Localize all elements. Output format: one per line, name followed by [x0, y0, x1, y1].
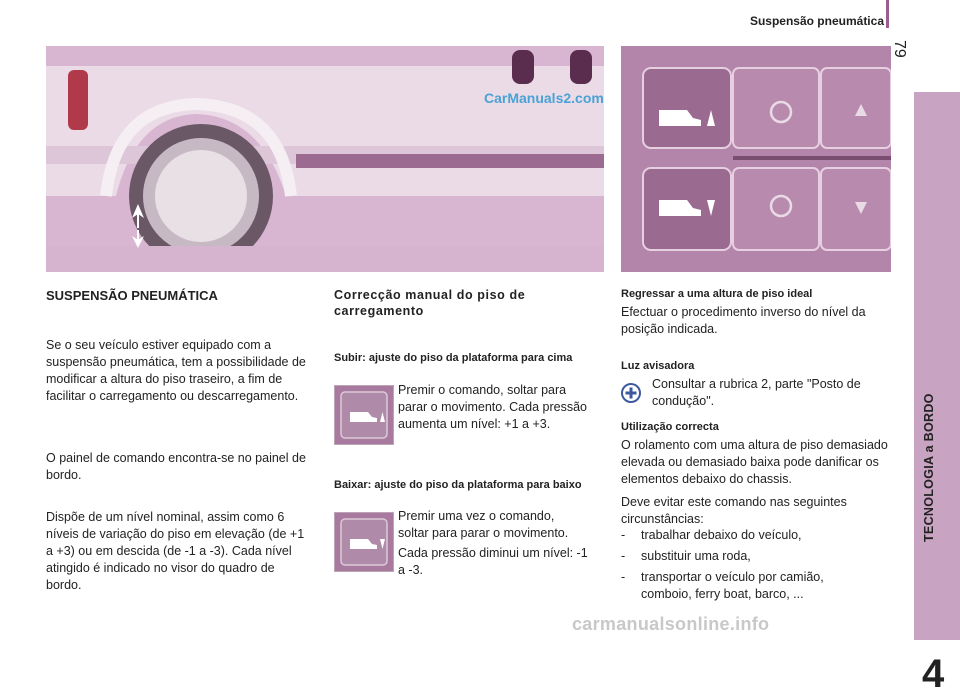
- lower-heading: Baixar: ajuste do piso da plataforma para baixo: [334, 479, 582, 491]
- left-column: [46, 287, 316, 304]
- vehicle-rear-wheel-illustration: [46, 46, 604, 272]
- return-heading: Regressar a uma altura de piso ideal: [621, 288, 813, 300]
- panel-location-paragraph: O painel de comando encontra-se no painel de bordo.: [46, 451, 306, 482]
- chapter-number: 4: [922, 652, 945, 696]
- raise-text: Premir o comando, soltar para parar o movimento. Cada pressão aumenta um nível: +1 a +3.: [398, 383, 587, 431]
- page-number: 79: [891, 40, 908, 58]
- raise-heading: Subir: ajuste do piso da plataforma para cima: [334, 352, 573, 364]
- watermark-top: CarManuals2.com: [484, 90, 604, 106]
- plus-info-icon: [621, 383, 641, 403]
- lower-text-1: Premir uma vez o comando, soltar para parar o movimento.: [398, 509, 569, 540]
- usage-text-1: O rolamento com uma altura de piso demasiado elevada ou demasiado baixa pode danificar os elementos debaixo do chassis.: [621, 438, 888, 486]
- van-up-icon: [335, 386, 393, 444]
- usage-heading: Utilização correcta: [621, 421, 719, 433]
- usage-text-2: Deve evitar este comando nas seguintes circunstâncias:: [621, 495, 847, 526]
- section-title: SUSPENSÃO PNEUMÁTICA: [46, 288, 218, 303]
- return-text: Efectuar o procedimento inverso do nível da posição indicada.: [621, 305, 866, 336]
- header-divider: [886, 0, 889, 28]
- lower-button-thumbnail: [334, 512, 394, 572]
- warning-heading: Luz avisadora: [621, 360, 695, 372]
- lower-text-2: Cada pressão diminui um nível: -1 a -3.: [398, 546, 588, 577]
- raise-button-thumbnail: [334, 385, 394, 445]
- levels-paragraph: Dispõe de um nível nominal, assim como 6 níveis de variação do piso em elevação (de +1 a +3) ou em descida (de -1 a -3). Cada nível atingido é indicado no visor do quadro de bordo.: [46, 510, 305, 592]
- avoid-list: - trabalhar debaixo do veículo, - substituir uma roda, - transportar o veículo por camião, comboio, ferry boat, barco, ...: [621, 528, 824, 601]
- manual-correction-title: Correcção manual do piso de carregamento: [334, 288, 526, 318]
- van-down-icon: [335, 513, 393, 571]
- chapter-tab: [914, 92, 960, 696]
- control-panel-illustration: [621, 46, 891, 272]
- warning-text: Consultar a rubrica 2, parte "Posto de condução".: [652, 377, 861, 408]
- page-header-title: Suspensão pneumática: [749, 14, 884, 28]
- watermark-bottom: carmanualsonline.info: [572, 614, 770, 634]
- chapter-tab-label: TECNOLOGIA a BORDO: [922, 393, 936, 542]
- intro-paragraph: Se o seu veículo estiver equipado com a suspensão pneumática, tem a possibilidade de modificar a altura do piso traseiro, a fim de facilitar o carregamento ou descarregamento.: [46, 338, 306, 403]
